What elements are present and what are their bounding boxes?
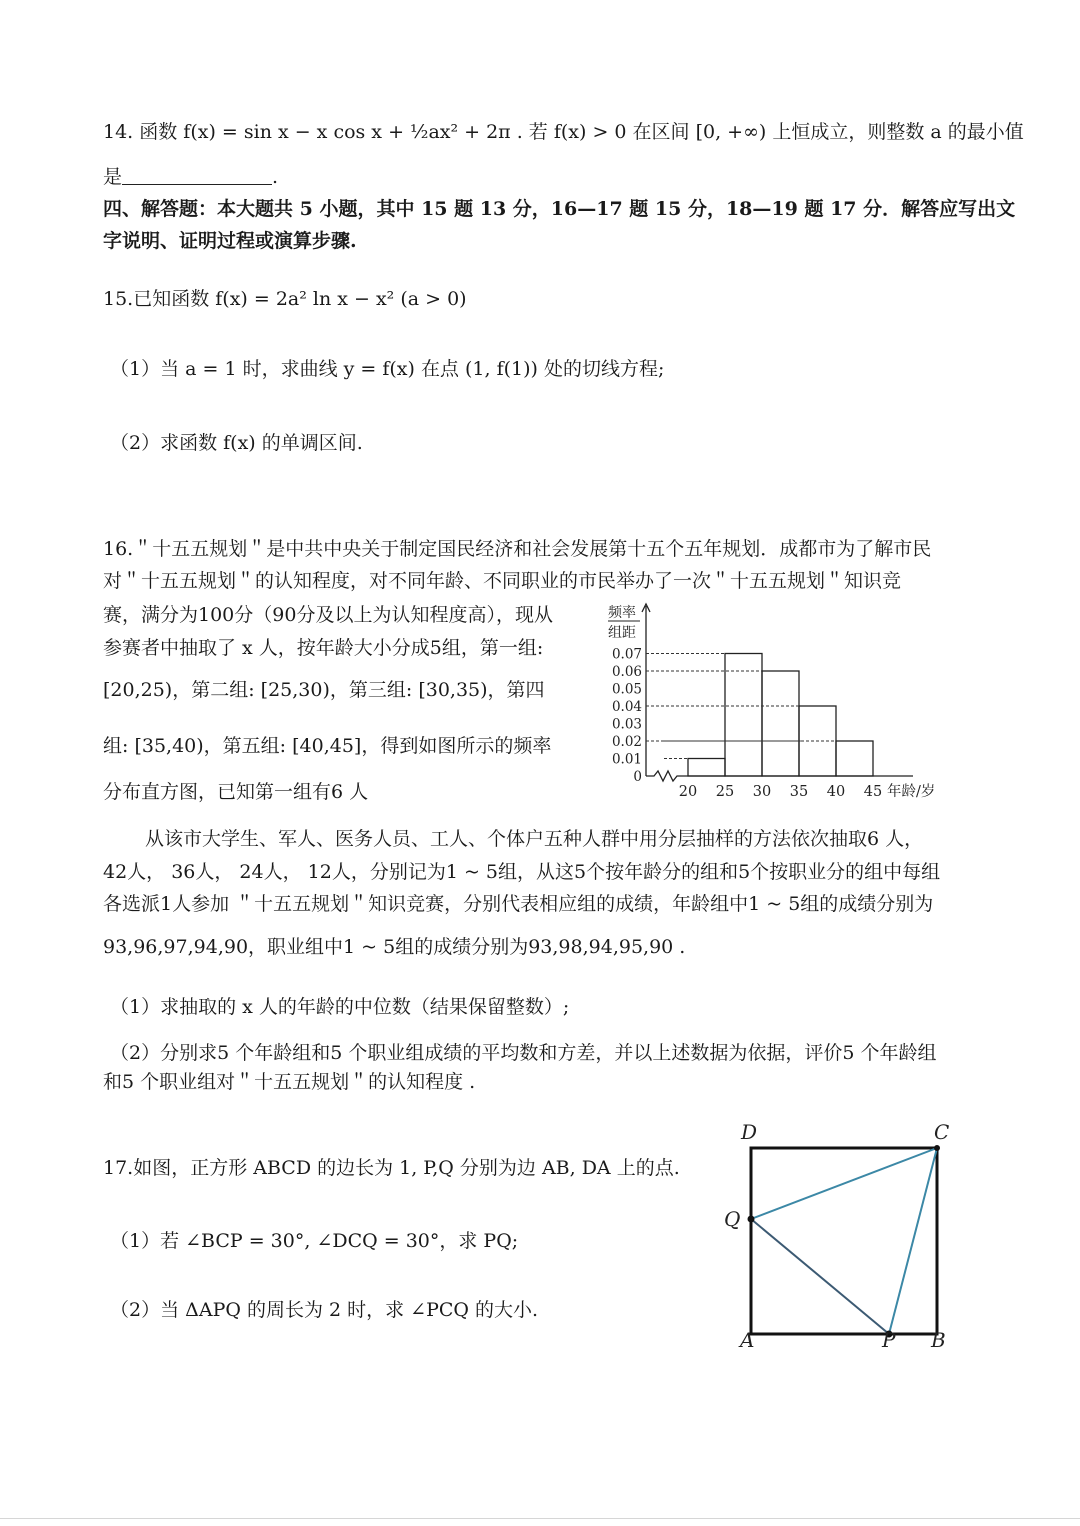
- x-axis-label: 年龄/岁: [887, 784, 936, 800]
- q15-part2: （2）求函数 f(x) 的单调区间.: [110, 432, 363, 454]
- histogram-bar: [836, 741, 873, 776]
- y-tick-label: 0.03: [611, 716, 642, 733]
- y-label-top: 频率: [608, 605, 636, 621]
- label-c: C: [934, 1120, 950, 1144]
- point-q: [748, 1216, 755, 1223]
- q16-line6: 组: [35,40)，第五组: [40,45]，得到如图所示的频率: [103, 735, 552, 757]
- x-tick-label: 30: [752, 784, 772, 800]
- q16-line7: 分布直方图，已知第一组有6 人: [103, 781, 369, 803]
- q16-para2-line2: 42人， 36人， 24人， 12人，分别记为1 ~ 5组，从这5个按年龄分的组和5个按职业分的组中每组: [103, 861, 941, 883]
- histogram-bar: [762, 671, 799, 776]
- section-heading-line2: 字说明、证明过程或演算步骤.: [103, 230, 357, 252]
- x-tick-label: 40: [826, 784, 846, 800]
- label-q: Q: [724, 1207, 741, 1231]
- segment-cq: [751, 1148, 937, 1219]
- q16-line1: 16.＂十五五规划＂是中共中央关于制定国民经济和社会发展第十五个五年规划．成都市为了解市民: [103, 538, 932, 560]
- x-tick-label: 45: [863, 784, 883, 800]
- y-tick-label: 0.04: [611, 699, 642, 715]
- q15-part1: （1）当 a = 1 时，求曲线 y = f(x) 在点 (1, f(1)) 处的切线方程;: [110, 358, 665, 380]
- q17-part2: （2）当 ΔAPQ 的周长为 2 时，求 ∠PCQ 的大小.: [110, 1299, 539, 1321]
- y-label-bottom: 组距: [608, 625, 636, 641]
- y-tick-label: 0.05: [611, 681, 642, 698]
- q14-line2-end: .: [272, 166, 279, 188]
- x-tick-label: 25: [715, 784, 735, 800]
- y-tick-label: 0.01: [611, 751, 642, 768]
- q15-stem: 15.已知函数 f(x) = 2a² ln x − x² (a > 0): [103, 288, 467, 310]
- q17-part1: （1）若 ∠BCP = 30°, ∠DCQ = 30°，求 PQ;: [110, 1230, 519, 1252]
- q16-line2: 对＂十五五规划＂的认知程度，对不同年龄、不同职业的市民举办了一次＂十五五规划＂知识竞: [103, 570, 902, 592]
- y-tick-label: 0: [633, 769, 642, 785]
- q16-para2-line1: 从该市大学生、军人、医务人员、工人、个体户五种人群中用分层抽样的方法依次抽取6 人，: [145, 828, 924, 850]
- q16-para2-line4: 93,96,97,94,90，职业组中1 ~ 5组的成绩分别为93,98,94,95,90 .: [103, 936, 686, 958]
- label-p: P: [882, 1328, 896, 1352]
- q16-part1: （1）求抽取的 x 人的年龄的中位数（结果保留整数）;: [110, 996, 570, 1018]
- page-bottom-edge: [0, 1518, 1080, 1519]
- frequency-histogram: [600, 598, 960, 808]
- q16-line5: [20,25)，第二组: [25,30)，第三组: [30,35)，第四: [103, 679, 545, 701]
- label-d: D: [741, 1120, 758, 1144]
- y-tick-label: 0.02: [611, 734, 642, 750]
- label-a: A: [740, 1328, 755, 1352]
- segment-qp: [751, 1219, 889, 1334]
- square-figure: [715, 1115, 965, 1360]
- point-c: [934, 1145, 940, 1151]
- q16-line4: 参赛者中抽取了 x 人，按年龄大小分成5组，第一组:: [103, 637, 544, 659]
- x-tick-label: 20: [678, 784, 698, 800]
- q16-line3: 赛，满分为100分（90分及以上为认知程度高），现从: [103, 604, 553, 626]
- y-tick-label: 0.07: [611, 646, 642, 663]
- q14-line2-text: 是: [103, 166, 123, 188]
- x-tick-label: 35: [789, 784, 809, 800]
- segment-cp: [889, 1148, 937, 1334]
- y-tick-label: 0.06: [611, 664, 642, 680]
- answer-blank: [122, 166, 272, 185]
- histogram-bar: [688, 759, 725, 777]
- q14-line1: 14. 函数 f(x) = sin x − x cos x + ½ax² + 2π . 若 f(x) > 0 在区间 [0, +∞) 上恒成立，则整数 a 的最小值: [103, 121, 1024, 143]
- label-b: B: [931, 1328, 946, 1352]
- q16-part2-line1: （2）分别求5 个年龄组和5 个职业组成绩的平均数和方差，并以上述数据为依据，评价5 个年龄组: [110, 1042, 937, 1064]
- q17-stem: 17.如图，正方形 ABCD 的边长为 1, P,Q 分别为边 AB, DA 上的点.: [103, 1157, 680, 1179]
- histogram-bar: [725, 654, 762, 777]
- q16-part2-line2: 和5 个职业组对＂十五五规划＂的认知程度 .: [103, 1071, 476, 1093]
- q14-line2: [103, 166, 278, 189]
- q16-para2-line3: 各选派1人参加 ＂十五五规划＂知识竞赛，分别代表相应组的成绩，年龄组中1 ~ 5组的成绩分别为: [103, 893, 934, 915]
- section-heading-line1: 四、解答题：本大题共 5 小题，其中 15 题 13 分，16—17 题 15 分，18—19 题 17 分．解答应写出文: [103, 198, 1016, 220]
